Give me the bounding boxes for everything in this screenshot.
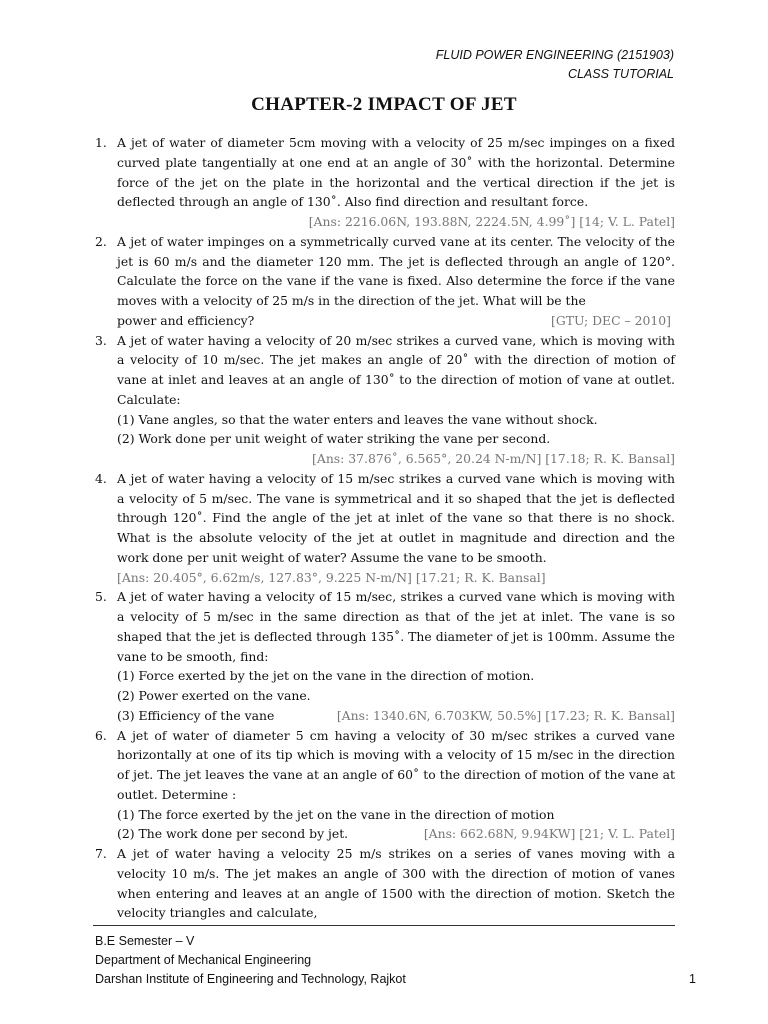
chapter-title: CHAPTER-2 IMPACT OF JET [251,94,517,115]
question-number: 1. [95,135,107,150]
question-text: A jet of water having a velocity of 15 m/sec, strikes a curved vane which is moving with a velocity of 5 m/sec in the same direction as that of the jet at inlet. The vane is so shaped that the jet is deflected through 135˚. The diameter of jet is 100mm. Assume the vane to be smooth, find: [117,589,675,664]
question-2 [95,232,675,331]
question-list [95,133,675,923]
page-number: 1 [689,972,696,986]
page-footer [95,932,696,989]
question-number: 2. [95,233,107,249]
question-6 [95,726,675,845]
footer-divider [93,925,675,926]
question-text: A jet of water having a velocity of 15 m/sec strikes a curved vane which is moving with a velocity of 5 m/sec. The vane is symmetrical and it so shaped that the jet is deflected through 120˚. Find the angle of the jet at inlet of the vane so that there is no shock. What is the absolute velocity of the jet at outlet in magnitude and direction and the work done per unit weight of water? Assume the vane to be smooth. [117,470,675,565]
question-number: 4. [95,470,107,486]
question-list-container [95,133,675,923]
sub-question: (1) Vane angles, so that the water enters and leaves the vane without shock. [117,411,598,427]
answer-reference: [Ans: 37.876˚, 6.565°, 20.24 N-m/N] [17.18; R. K. Bansal] [312,451,675,466]
question-text: A jet of water having a velocity 25 m/s strikes on a series of vanes moving with a velocity 10 m/s. The jet makes an angle of 300 with the direction of motion of vanes when entering and leaves at an angle of 1500 with the direction of motion. Sketch the velocity triangles and calculate, [117,846,675,921]
question-tail-row [117,706,675,726]
question-number: 5. [95,589,107,605]
page-header [436,46,674,84]
question-tail-row [117,311,675,331]
question-number: 3. [95,332,107,348]
sub-question: (3) Efficiency of the vane [117,707,275,723]
question-text: A jet of water of diameter 5cm moving with a velocity of 25 m/sec impinges on a fixed curved plate tangentially at one end at an angle of 30˚ with the horizontal. Determine force of the jet on the plate in the horizontal and the vertical direction if the jet is deflected through an angle of 130˚. Also find direction and resultant force. [117,135,675,210]
document-type: CLASS TUTORIAL [567,67,674,81]
question-tail-row [117,824,675,844]
question-text-tail: power and efficiency? [117,312,255,328]
sub-question: (1) Force exerted by the jet on the vane in the direction of motion. [117,668,535,684]
answer-reference: [Ans: 662.68N, 9.94KW] [21; V. L. Patel] [423,826,675,842]
footer-semester: B.E Semester – V [95,934,195,948]
footer-institute: Darshan Institute of Engineering and Technology, Rajkot [95,972,406,986]
answer-reference: [GTU; DEC – 2010] [550,312,671,328]
question-1 [95,133,675,232]
question-text: A jet of water of diameter 5 cm having a velocity of 30 m/sec strikes a curved vane horizontally at one of its tip which is moving with a velocity of 15 m/sec in the direction of jet. The jet leaves the vane at an angle of 60˚ to the direction of motion of the vane at outlet. Determine : [117,727,675,802]
question-5 [95,587,675,725]
footer-institute-row [95,970,696,989]
question-4 [95,469,675,588]
question-number: 7. [95,846,107,861]
footer-department: Department of Mechanical Engineering [95,953,312,967]
answer-reference: [Ans: 20.405°, 6.62m/s, 127.83°, 9.225 N-m/N] [17.21; R. K. Bansal] [117,569,546,585]
course-name: FLUID POWER ENGINEERING (2151903) [435,48,674,62]
question-3 [95,331,675,469]
question-text: A jet of water having a velocity of 20 m/sec strikes a curved vane, which is moving with a velocity of 10 m/sec. The jet makes an angle of 20˚ with the direction of motion of vane at inlet and leaves at an angle of 130˚ to the direction of motion of vane at outlet. Calculate: [117,332,675,407]
answer-reference: [Ans: 2216.06N, 193.88N, 2224.5N, 4.99˚] [14; V. L. Patel] [308,214,675,229]
question-text: A jet of water impinges on a symmetrically curved vane at its center. The velocity of the jet is 60 m/s and the diameter 120 mm. The jet is deflected through an angle of 120°. Calculate the force on the vane if the vane is fixed. Also determine the force if the vane moves with a velocity of 25 m/s in the direction of the jet. What will be the [117,233,675,308]
sub-question: (2) Work done per unit weight of water striking the vane per second. [117,431,551,447]
sub-question: (1) The force exerted by the jet on the vane in the direction of motion [117,806,555,822]
answer-reference: [Ans: 1340.6N, 6.703KW, 50.5%] [17.23; R. K. Bansal] [336,707,675,723]
sub-question: (2) Power exerted on the vane. [117,688,311,703]
question-number: 6. [95,727,107,743]
question-7 [95,844,675,923]
sub-question: (2) The work done per second by jet. [117,826,349,842]
